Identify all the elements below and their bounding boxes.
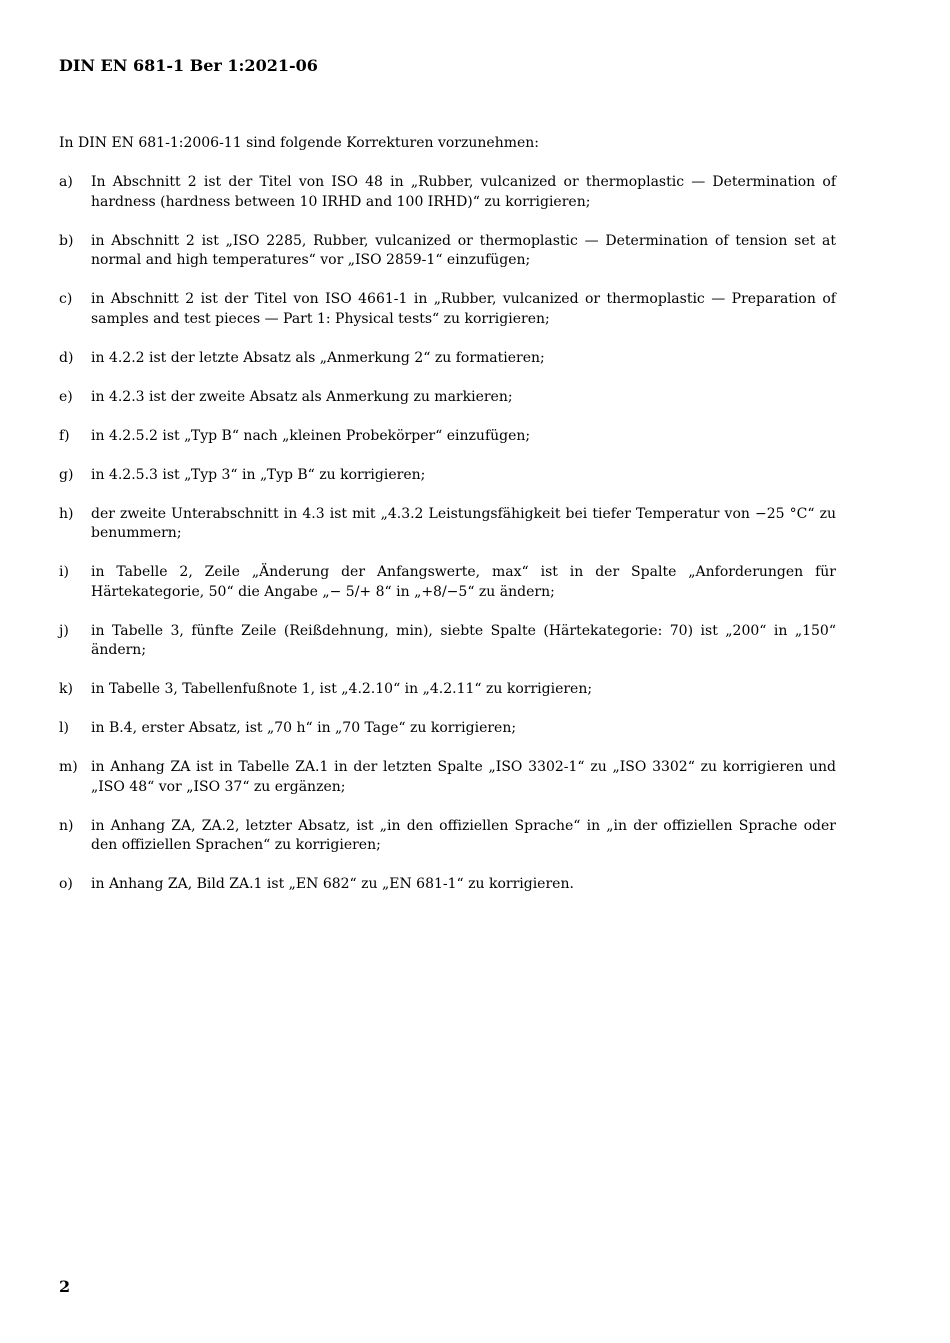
correction-item-a xyxy=(59,173,836,212)
item-text: in Abschnitt 2 ist der Titel von ISO 4661-1 in „Rubber, vulcanized or thermoplastic — Preparation of samples and test pieces — Part 1: Physical tests“ zu korrigieren; xyxy=(91,291,836,327)
item-text: in 4.2.3 ist der zweite Absatz als Anmerkung zu markieren; xyxy=(91,388,513,405)
item-text: in B.4, erster Absatz, ist „70 h“ in „70 Tage“ zu korrigieren; xyxy=(91,720,517,736)
item-marker: i) xyxy=(59,564,69,580)
item-text: in Anhang ZA, ZA.2, letzter Absatz, ist „in den offiziellen Sprache“ in „in der offiziellen Sprache oder den offiziellen Sprachen“ zu korrigieren; xyxy=(91,817,836,853)
correction-item-l xyxy=(59,719,836,739)
item-text: in Anhang ZA ist in Tabelle ZA.1 in der letzten Spalte „ISO 3302-1“ zu „ISO 3302“ zu korrigieren und „ISO 48“ vor „ISO 37“ zu ergänzen; xyxy=(91,759,836,795)
correction-item-i xyxy=(59,563,836,602)
item-marker: e) xyxy=(59,388,73,405)
intro-paragraph: In DIN EN 681-1:2006-11 sind folgende Korrekturen vorzunehmen: xyxy=(59,135,539,151)
item-text: in Tabelle 3, fünfte Zeile (Reißdehnung, min), siebte Spalte (Härtekategorie: 70) ist „200“ in „150“ ändern; xyxy=(91,622,836,658)
correction-item-d xyxy=(59,349,836,369)
correction-item-g xyxy=(59,466,836,486)
item-marker: d) xyxy=(59,349,74,366)
item-marker: b) xyxy=(59,232,74,249)
item-marker: h) xyxy=(59,505,74,522)
item-text: in Abschnitt 2 ist „ISO 2285, Rubber, vulcanized or thermoplastic — Determination of tension set at normal and high temperatures“ vor „ISO 2859-1“ einzufügen; xyxy=(91,232,836,268)
item-text: in Tabelle 2, Zeile „Änderung der Anfangswerte, max“ ist in der Spalte „Anforderungen für Härtekategorie, 50“ die Angabe „− 5/+ 8“ in „+8/−5“ zu ändern; xyxy=(91,564,836,600)
item-text: In Abschnitt 2 ist der Titel von ISO 48 in „Rubber, vulcanized or thermoplastic — Determination of hardness (hardness between 10 IRHD and 100 IRHD)“ zu korrigieren; xyxy=(91,174,836,210)
item-text: in 4.2.5.2 ist „Typ B“ nach „kleinen Probekörper“ einzufügen; xyxy=(91,427,531,444)
item-marker: l) xyxy=(59,720,69,736)
corrections-list xyxy=(59,173,836,914)
item-text: in 4.2.2 ist der letzte Absatz als „Anmerkung 2“ zu formatieren; xyxy=(91,349,545,366)
item-text: in Anhang ZA, Bild ZA.1 ist „EN 682“ zu „EN 681-1“ zu korrigieren. xyxy=(91,876,574,892)
item-marker: c) xyxy=(59,291,73,307)
item-marker: f) xyxy=(59,427,70,444)
correction-item-b xyxy=(59,232,836,271)
correction-item-f xyxy=(59,427,836,447)
item-marker: a) xyxy=(59,174,73,190)
item-marker: o) xyxy=(59,876,73,892)
correction-item-e xyxy=(59,388,836,408)
correction-item-j xyxy=(59,622,836,661)
correction-item-n xyxy=(59,817,836,856)
correction-item-c xyxy=(59,290,836,329)
item-text: in Tabelle 3, Tabellenfußnote 1, ist „4.2.10“ in „4.2.11“ zu korrigieren; xyxy=(91,681,593,697)
item-marker: g) xyxy=(59,466,74,483)
correction-item-m xyxy=(59,758,836,797)
item-marker: m) xyxy=(59,759,78,775)
item-marker: j) xyxy=(59,622,69,639)
item-marker: k) xyxy=(59,681,73,697)
item-marker: n) xyxy=(59,817,74,834)
item-text: in 4.2.5.3 ist „Typ 3“ in „Typ B“ zu korrigieren; xyxy=(91,466,426,483)
page-number: 2 xyxy=(59,1277,71,1296)
correction-item-o xyxy=(59,875,836,895)
item-text: der zweite Unterabschnitt in 4.3 ist mit „4.3.2 Leistungsfähigkeit bei tiefer Temperatur von −25 °C“ zu benummern; xyxy=(91,505,836,541)
document-header-title: DIN EN 681-1 Ber 1:2021-06 xyxy=(59,56,318,75)
correction-item-h xyxy=(59,505,836,544)
correction-item-k xyxy=(59,680,836,700)
